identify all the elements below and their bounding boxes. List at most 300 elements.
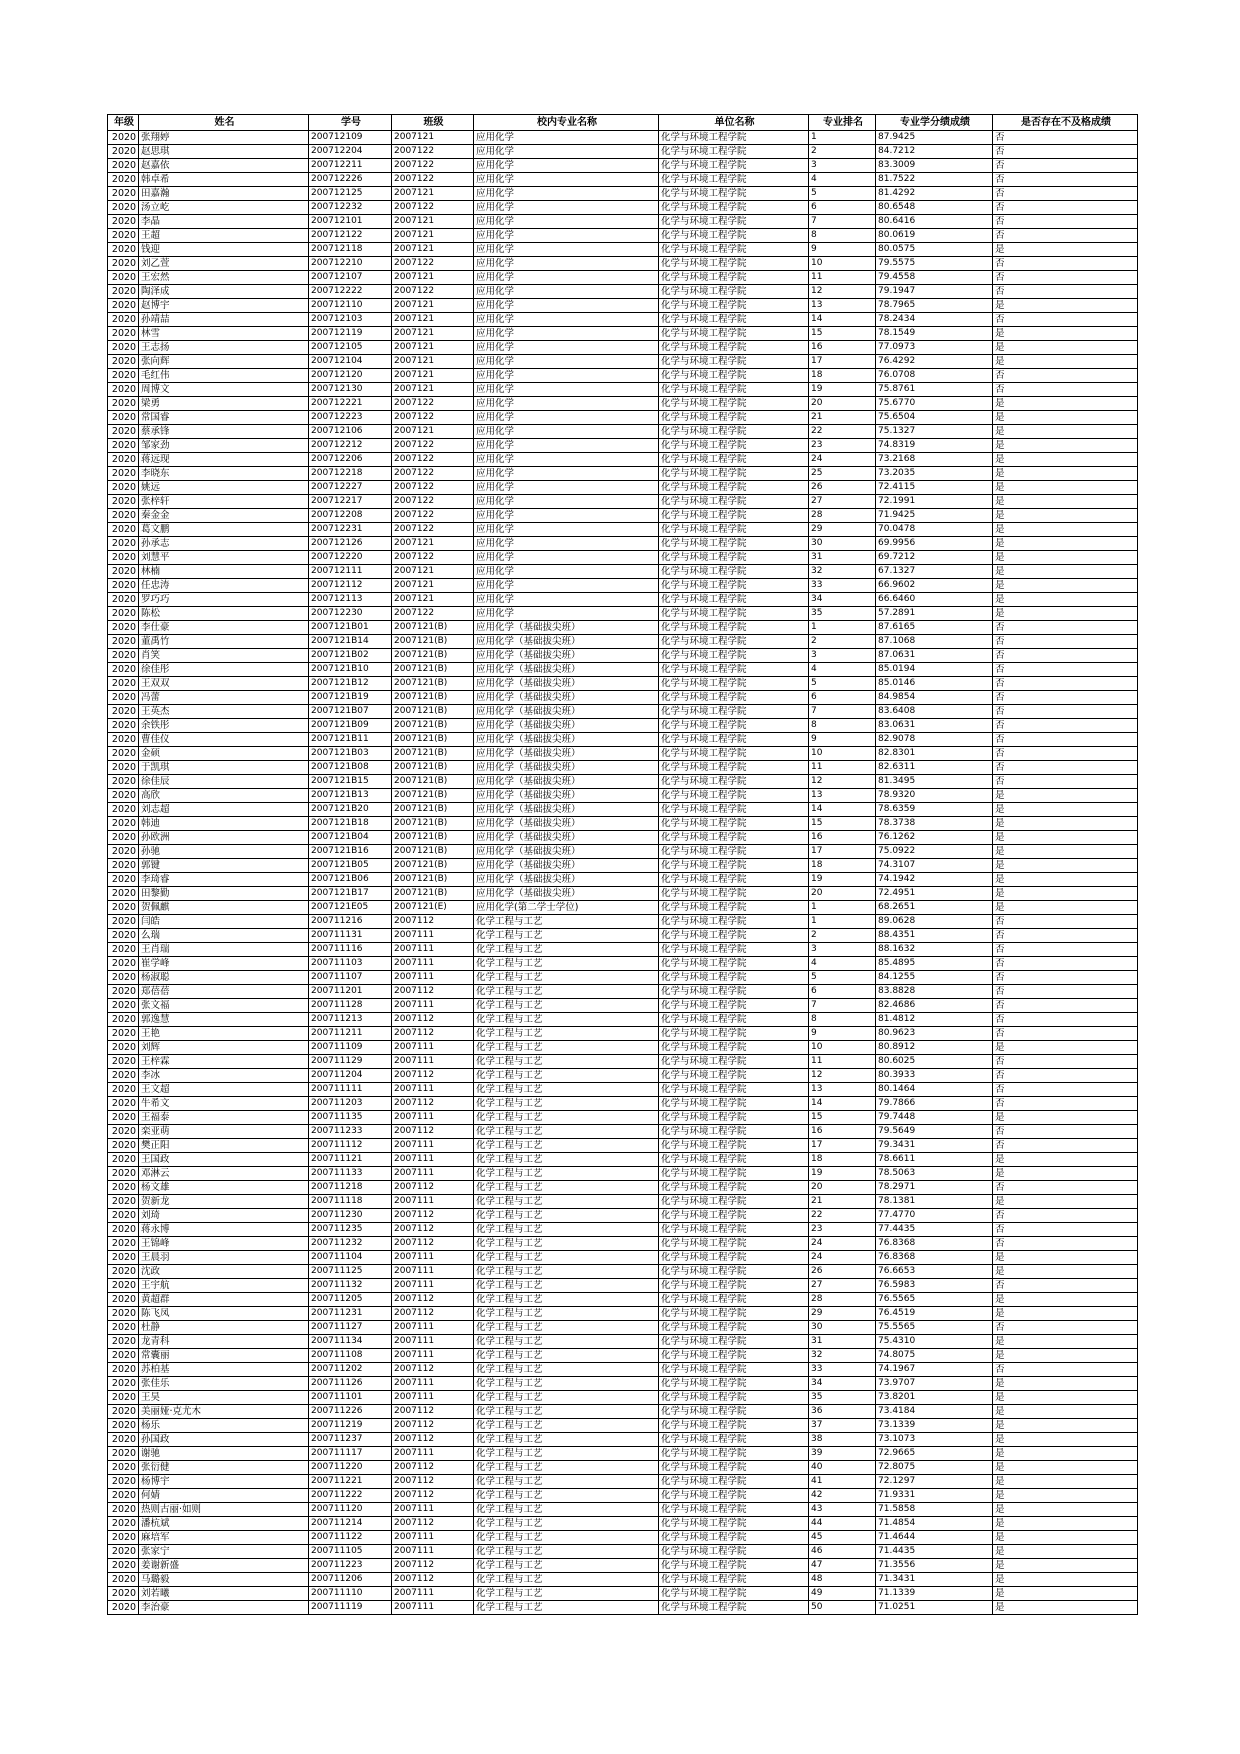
- cell-unit: 化学与环境工程学院: [659, 229, 809, 243]
- cell-class: 2007122: [392, 285, 474, 299]
- cell-class: 2007122: [392, 495, 474, 509]
- cell-score: 74.1942: [876, 873, 993, 887]
- cell-score: 74.8319: [876, 439, 993, 453]
- cell-score: 79.5575: [876, 257, 993, 271]
- cell-student-id: 200711219: [309, 1419, 392, 1433]
- cell-score: 75.0922: [876, 845, 993, 859]
- cell-score: 87.9425: [876, 131, 993, 145]
- cell-rank: 32: [809, 1349, 876, 1363]
- cell-fail-flag: 是: [993, 299, 1138, 313]
- table-row: [108, 1461, 1138, 1475]
- cell-student-id: 200711127: [309, 1321, 392, 1335]
- cell-fail-flag: 是: [993, 397, 1138, 411]
- cell-unit: 化学与环境工程学院: [659, 1489, 809, 1503]
- cell-class: 2007112: [392, 1419, 474, 1433]
- cell-rank: 21: [809, 1195, 876, 1209]
- cell-name: 王艳: [139, 1027, 309, 1041]
- cell-rank: 3: [809, 159, 876, 173]
- cell-class: 2007112: [392, 1559, 474, 1573]
- table-row: [108, 145, 1138, 159]
- cell-student-id: 200711223: [309, 1559, 392, 1573]
- cell-student-id: 2007121B14: [309, 635, 392, 649]
- table-row: [108, 327, 1138, 341]
- cell-grade: 2020: [108, 243, 139, 257]
- cell-grade: 2020: [108, 383, 139, 397]
- cell-fail-flag: 否: [993, 229, 1138, 243]
- cell-fail-flag: 是: [993, 1419, 1138, 1433]
- cell-class: 2007121(B): [392, 845, 474, 859]
- cell-rank: 7: [809, 215, 876, 229]
- cell-score: 76.5983: [876, 1279, 993, 1293]
- cell-unit: 化学与环境工程学院: [659, 341, 809, 355]
- table-row: [108, 229, 1138, 243]
- cell-class: 2007112: [392, 1125, 474, 1139]
- cell-fail-flag: 是: [993, 1601, 1138, 1615]
- cell-student-id: 2007121B04: [309, 831, 392, 845]
- cell-unit: 化学与环境工程学院: [659, 495, 809, 509]
- cell-unit: 化学与环境工程学院: [659, 1517, 809, 1531]
- cell-major: 化学工程与工艺: [474, 1587, 659, 1601]
- cell-class: 2007121(B): [392, 719, 474, 733]
- table-row: [108, 579, 1138, 593]
- table-row: [108, 313, 1138, 327]
- table-row: [108, 1097, 1138, 1111]
- cell-unit: 化学与环境工程学院: [659, 1237, 809, 1251]
- cell-grade: 2020: [108, 215, 139, 229]
- cell-unit: 化学与环境工程学院: [659, 439, 809, 453]
- cell-grade: 2020: [108, 1181, 139, 1195]
- cell-major: 化学工程与工艺: [474, 1125, 659, 1139]
- cell-major: 化学工程与工艺: [474, 1559, 659, 1573]
- cell-major: 化学工程与工艺: [474, 943, 659, 957]
- cell-grade: 2020: [108, 355, 139, 369]
- cell-fail-flag: 否: [993, 1139, 1138, 1153]
- cell-score: 88.4351: [876, 929, 993, 943]
- cell-rank: 25: [809, 467, 876, 481]
- cell-rank: 36: [809, 1405, 876, 1419]
- cell-score: 87.6165: [876, 621, 993, 635]
- cell-unit: 化学与环境工程学院: [659, 215, 809, 229]
- cell-name: 热则古丽·如则: [139, 1503, 309, 1517]
- cell-name: 王锦峰: [139, 1237, 309, 1251]
- cell-name: 葛文鹏: [139, 523, 309, 537]
- cell-fail-flag: 否: [993, 1237, 1138, 1251]
- table-row: [108, 1237, 1138, 1251]
- cell-rank: 1: [809, 901, 876, 915]
- cell-name: 潘杭斌: [139, 1517, 309, 1531]
- cell-score: 78.6611: [876, 1153, 993, 1167]
- cell-name: 么瑞: [139, 929, 309, 943]
- cell-student-id: 200711232: [309, 1237, 392, 1251]
- cell-unit: 化学与环境工程学院: [659, 1181, 809, 1195]
- cell-class: 2007121(E): [392, 901, 474, 915]
- cell-unit: 化学与环境工程学院: [659, 1475, 809, 1489]
- cell-rank: 18: [809, 1153, 876, 1167]
- cell-fail-flag: 否: [993, 747, 1138, 761]
- cell-class: 2007121: [392, 313, 474, 327]
- cell-rank: 37: [809, 1419, 876, 1433]
- cell-student-id: 200712227: [309, 481, 392, 495]
- cell-major: 应用化学: [474, 201, 659, 215]
- cell-fail-flag: 否: [993, 1013, 1138, 1027]
- cell-fail-flag: 否: [993, 1027, 1138, 1041]
- table-row: [108, 1307, 1138, 1321]
- cell-class: 2007122: [392, 607, 474, 621]
- cell-grade: 2020: [108, 1545, 139, 1559]
- cell-grade: 2020: [108, 1475, 139, 1489]
- cell-rank: 42: [809, 1489, 876, 1503]
- cell-class: 2007111: [392, 1587, 474, 1601]
- cell-rank: 33: [809, 579, 876, 593]
- cell-grade: 2020: [108, 761, 139, 775]
- table-row: [108, 957, 1138, 971]
- cell-score: 84.1255: [876, 971, 993, 985]
- cell-major: 化学工程与工艺: [474, 1265, 659, 1279]
- cell-major: 化学工程与工艺: [474, 1083, 659, 1097]
- table-row: [108, 775, 1138, 789]
- cell-major: 化学工程与工艺: [474, 1573, 659, 1587]
- cell-fail-flag: 否: [993, 1279, 1138, 1293]
- cell-name: 梁勇: [139, 397, 309, 411]
- table-row: [108, 159, 1138, 173]
- cell-major: 化学工程与工艺: [474, 1447, 659, 1461]
- cell-major: 化学工程与工艺: [474, 1489, 659, 1503]
- cell-fail-flag: 否: [993, 775, 1138, 789]
- cell-name: 刘慧平: [139, 551, 309, 565]
- cell-score: 78.2434: [876, 313, 993, 327]
- cell-rank: 5: [809, 971, 876, 985]
- cell-grade: 2020: [108, 1433, 139, 1447]
- cell-unit: 化学与环境工程学院: [659, 1111, 809, 1125]
- cell-class: 2007111: [392, 1153, 474, 1167]
- cell-fail-flag: 是: [993, 481, 1138, 495]
- cell-fail-flag: 否: [993, 957, 1138, 971]
- col-header-grade: 年级: [108, 115, 139, 131]
- cell-fail-flag: 否: [993, 635, 1138, 649]
- cell-fail-flag: 否: [993, 621, 1138, 635]
- cell-grade: 2020: [108, 957, 139, 971]
- table-row: [108, 1265, 1138, 1279]
- cell-grade: 2020: [108, 1293, 139, 1307]
- table-row: [108, 733, 1138, 747]
- cell-major: 应用化学（基础拔尖班）: [474, 831, 659, 845]
- cell-fail-flag: 否: [993, 943, 1138, 957]
- cell-unit: 化学与环境工程学院: [659, 635, 809, 649]
- cell-grade: 2020: [108, 1489, 139, 1503]
- table-row: [108, 593, 1138, 607]
- cell-class: 2007121: [392, 579, 474, 593]
- cell-score: 72.4951: [876, 887, 993, 901]
- cell-name: 栾亚萌: [139, 1125, 309, 1139]
- cell-major: 化学工程与工艺: [474, 929, 659, 943]
- cell-name: 张翔婷: [139, 131, 309, 145]
- cell-rank: 15: [809, 817, 876, 831]
- cell-fail-flag: 是: [993, 593, 1138, 607]
- cell-student-id: 200711222: [309, 1489, 392, 1503]
- table-row: [108, 411, 1138, 425]
- cell-name: 韩迪: [139, 817, 309, 831]
- cell-major: 应用化学: [474, 145, 659, 159]
- cell-class: 2007122: [392, 159, 474, 173]
- cell-unit: 化学与环境工程学院: [659, 1503, 809, 1517]
- cell-score: 83.3009: [876, 159, 993, 173]
- cell-name: 徐佳彤: [139, 663, 309, 677]
- cell-name: 林楠: [139, 565, 309, 579]
- cell-unit: 化学与环境工程学院: [659, 1153, 809, 1167]
- cell-name: 刘志超: [139, 803, 309, 817]
- cell-major: 化学工程与工艺: [474, 1195, 659, 1209]
- cell-unit: 化学与环境工程学院: [659, 383, 809, 397]
- cell-unit: 化学与环境工程学院: [659, 425, 809, 439]
- cell-unit: 化学与环境工程学院: [659, 1321, 809, 1335]
- cell-score: 79.1947: [876, 285, 993, 299]
- cell-student-id: 200711206: [309, 1573, 392, 1587]
- cell-student-id: 200712112: [309, 579, 392, 593]
- cell-major: 应用化学: [474, 229, 659, 243]
- cell-major: 应用化学: [474, 523, 659, 537]
- cell-name: 秦金金: [139, 509, 309, 523]
- cell-student-id: 200712204: [309, 145, 392, 159]
- cell-major: 化学工程与工艺: [474, 1349, 659, 1363]
- cell-unit: 化学与环境工程学院: [659, 1461, 809, 1475]
- cell-class: 2007122: [392, 509, 474, 523]
- cell-class: 2007121(B): [392, 775, 474, 789]
- cell-name: 王晨羽: [139, 1251, 309, 1265]
- cell-rank: 31: [809, 1335, 876, 1349]
- cell-score: 80.6025: [876, 1055, 993, 1069]
- cell-unit: 化学与环境工程学院: [659, 1041, 809, 1055]
- cell-unit: 化学与环境工程学院: [659, 1097, 809, 1111]
- cell-fail-flag: 是: [993, 439, 1138, 453]
- cell-student-id: 200712230: [309, 607, 392, 621]
- cell-rank: 15: [809, 1111, 876, 1125]
- cell-name: 赵嘉依: [139, 159, 309, 173]
- cell-score: 79.7866: [876, 1097, 993, 1111]
- cell-grade: 2020: [108, 229, 139, 243]
- cell-score: 73.1339: [876, 1419, 993, 1433]
- cell-rank: 30: [809, 537, 876, 551]
- cell-major: 应用化学: [474, 215, 659, 229]
- cell-class: 2007121: [392, 229, 474, 243]
- cell-student-id: 200712221: [309, 397, 392, 411]
- cell-major: 应用化学（基础拔尖班）: [474, 733, 659, 747]
- cell-major: 化学工程与工艺: [474, 1517, 659, 1531]
- cell-unit: 化学与环境工程学院: [659, 691, 809, 705]
- table-row: [108, 1041, 1138, 1055]
- cell-unit: 化学与环境工程学院: [659, 1167, 809, 1181]
- cell-unit: 化学与环境工程学院: [659, 1083, 809, 1097]
- table-row: [108, 985, 1138, 999]
- cell-fail-flag: 否: [993, 285, 1138, 299]
- cell-class: 2007112: [392, 1293, 474, 1307]
- cell-unit: 化学与环境工程学院: [659, 747, 809, 761]
- cell-grade: 2020: [108, 1027, 139, 1041]
- cell-rank: 23: [809, 1223, 876, 1237]
- table-row: [108, 789, 1138, 803]
- cell-score: 78.1381: [876, 1195, 993, 1209]
- table-row: [108, 243, 1138, 257]
- cell-name: 冯蕾: [139, 691, 309, 705]
- cell-class: 2007122: [392, 481, 474, 495]
- cell-name: 姜谢新盛: [139, 1559, 309, 1573]
- cell-class: 2007111: [392, 1111, 474, 1125]
- table-row: [108, 1545, 1138, 1559]
- table-row: [108, 943, 1138, 957]
- cell-major: 应用化学（基础拔尖班）: [474, 775, 659, 789]
- cell-major: 应用化学（基础拔尖班）: [474, 817, 659, 831]
- cell-grade: 2020: [108, 551, 139, 565]
- table-row: [108, 481, 1138, 495]
- cell-major: 化学工程与工艺: [474, 1111, 659, 1125]
- cell-unit: 化学与环境工程学院: [659, 901, 809, 915]
- cell-class: 2007121(B): [392, 803, 474, 817]
- cell-unit: 化学与环境工程学院: [659, 677, 809, 691]
- cell-score: 76.0708: [876, 369, 993, 383]
- cell-student-id: 200711134: [309, 1335, 392, 1349]
- cell-score: 80.3933: [876, 1069, 993, 1083]
- cell-class: 2007121: [392, 299, 474, 313]
- cell-major: 化学工程与工艺: [474, 1209, 659, 1223]
- cell-student-id: 200711231: [309, 1307, 392, 1321]
- cell-class: 2007121: [392, 355, 474, 369]
- cell-rank: 4: [809, 957, 876, 971]
- cell-rank: 20: [809, 1181, 876, 1195]
- cell-class: 2007111: [392, 1321, 474, 1335]
- cell-major: 应用化学（基础拔尖班）: [474, 887, 659, 901]
- cell-name: 蔡承锋: [139, 425, 309, 439]
- cell-rank: 16: [809, 1125, 876, 1139]
- table-row: [108, 691, 1138, 705]
- cell-student-id: 200711103: [309, 957, 392, 971]
- grade-table: [107, 114, 1138, 1615]
- cell-fail-flag: 否: [993, 663, 1138, 677]
- cell-major: 应用化学: [474, 453, 659, 467]
- cell-rank: 1: [809, 915, 876, 929]
- cell-name: 李晓东: [139, 467, 309, 481]
- cell-student-id: 200712106: [309, 425, 392, 439]
- cell-student-id: 200712107: [309, 271, 392, 285]
- cell-name: 张文福: [139, 999, 309, 1013]
- cell-name: 高欣: [139, 789, 309, 803]
- cell-name: 张家宁: [139, 1545, 309, 1559]
- cell-major: 应用化学（基础拔尖班）: [474, 747, 659, 761]
- table-row: [108, 929, 1138, 943]
- cell-unit: 化学与环境工程学院: [659, 1139, 809, 1153]
- table-row: [108, 355, 1138, 369]
- cell-unit: 化学与环境工程学院: [659, 187, 809, 201]
- cell-fail-flag: 否: [993, 1125, 1138, 1139]
- cell-unit: 化学与环境工程学院: [659, 509, 809, 523]
- cell-name: 刘若曦: [139, 1587, 309, 1601]
- table-row: [108, 397, 1138, 411]
- cell-student-id: 200712130: [309, 383, 392, 397]
- cell-fail-flag: 否: [993, 915, 1138, 929]
- cell-grade: 2020: [108, 341, 139, 355]
- cell-fail-flag: 是: [993, 1531, 1138, 1545]
- cell-name: 王福泰: [139, 1111, 309, 1125]
- cell-major: 应用化学（基础拔尖班）: [474, 677, 659, 691]
- cell-unit: 化学与环境工程学院: [659, 929, 809, 943]
- cell-grade: 2020: [108, 131, 139, 145]
- cell-unit: 化学与环境工程学院: [659, 1419, 809, 1433]
- cell-grade: 2020: [108, 1097, 139, 1111]
- cell-student-id: 200711125: [309, 1265, 392, 1279]
- cell-rank: 34: [809, 1377, 876, 1391]
- cell-rank: 7: [809, 705, 876, 719]
- cell-rank: 11: [809, 271, 876, 285]
- cell-fail-flag: 是: [993, 789, 1138, 803]
- cell-major: 应用化学: [474, 243, 659, 257]
- cell-grade: 2020: [108, 817, 139, 831]
- cell-score: 75.5565: [876, 1321, 993, 1335]
- cell-student-id: 2007121B10: [309, 663, 392, 677]
- cell-name: 林雪: [139, 327, 309, 341]
- table-row: [108, 467, 1138, 481]
- table-row: [108, 1405, 1138, 1419]
- cell-student-id: 200712103: [309, 313, 392, 327]
- cell-class: 2007121: [392, 593, 474, 607]
- cell-major: 应用化学: [474, 537, 659, 551]
- cell-name: 汤立屹: [139, 201, 309, 215]
- cell-score: 84.9854: [876, 691, 993, 705]
- cell-name: 张衍健: [139, 1461, 309, 1475]
- cell-major: 化学工程与工艺: [474, 1139, 659, 1153]
- cell-name: 毛红伟: [139, 369, 309, 383]
- cell-student-id: 2007121B02: [309, 649, 392, 663]
- cell-name: 杨乐: [139, 1419, 309, 1433]
- table-row: [108, 887, 1138, 901]
- cell-unit: 化学与环境工程学院: [659, 789, 809, 803]
- cell-name: 金硕: [139, 747, 309, 761]
- cell-fail-flag: 是: [993, 873, 1138, 887]
- cell-unit: 化学与环境工程学院: [659, 453, 809, 467]
- cell-unit: 化学与环境工程学院: [659, 1055, 809, 1069]
- cell-rank: 8: [809, 719, 876, 733]
- cell-grade: 2020: [108, 1041, 139, 1055]
- cell-name: 李仕豪: [139, 621, 309, 635]
- table-row: [108, 915, 1138, 929]
- cell-rank: 1: [809, 131, 876, 145]
- cell-rank: 4: [809, 173, 876, 187]
- cell-major: 应用化学: [474, 607, 659, 621]
- cell-class: 2007121: [392, 383, 474, 397]
- cell-fail-flag: 是: [993, 1153, 1138, 1167]
- cell-name: 赵博宇: [139, 299, 309, 313]
- cell-rank: 14: [809, 803, 876, 817]
- cell-student-id: 2007121B16: [309, 845, 392, 859]
- cell-score: 88.1632: [876, 943, 993, 957]
- cell-student-id: 200711237: [309, 1433, 392, 1447]
- cell-student-id: 2007121E05: [309, 901, 392, 915]
- cell-student-id: 200712101: [309, 215, 392, 229]
- cell-major: 化学工程与工艺: [474, 1251, 659, 1265]
- cell-major: 化学工程与工艺: [474, 1041, 659, 1055]
- cell-student-id: 200711107: [309, 971, 392, 985]
- cell-major: 应用化学: [474, 425, 659, 439]
- cell-rank: 16: [809, 341, 876, 355]
- cell-rank: 12: [809, 285, 876, 299]
- cell-class: 2007112: [392, 1237, 474, 1251]
- cell-grade: 2020: [108, 537, 139, 551]
- cell-unit: 化学与环境工程学院: [659, 299, 809, 313]
- cell-fail-flag: 是: [993, 327, 1138, 341]
- cell-name: 韩卓希: [139, 173, 309, 187]
- cell-unit: 化学与环境工程学院: [659, 1601, 809, 1615]
- cell-name: 杜静: [139, 1321, 309, 1335]
- cell-grade: 2020: [108, 831, 139, 845]
- cell-class: 2007121(B): [392, 691, 474, 705]
- cell-student-id: 200712211: [309, 159, 392, 173]
